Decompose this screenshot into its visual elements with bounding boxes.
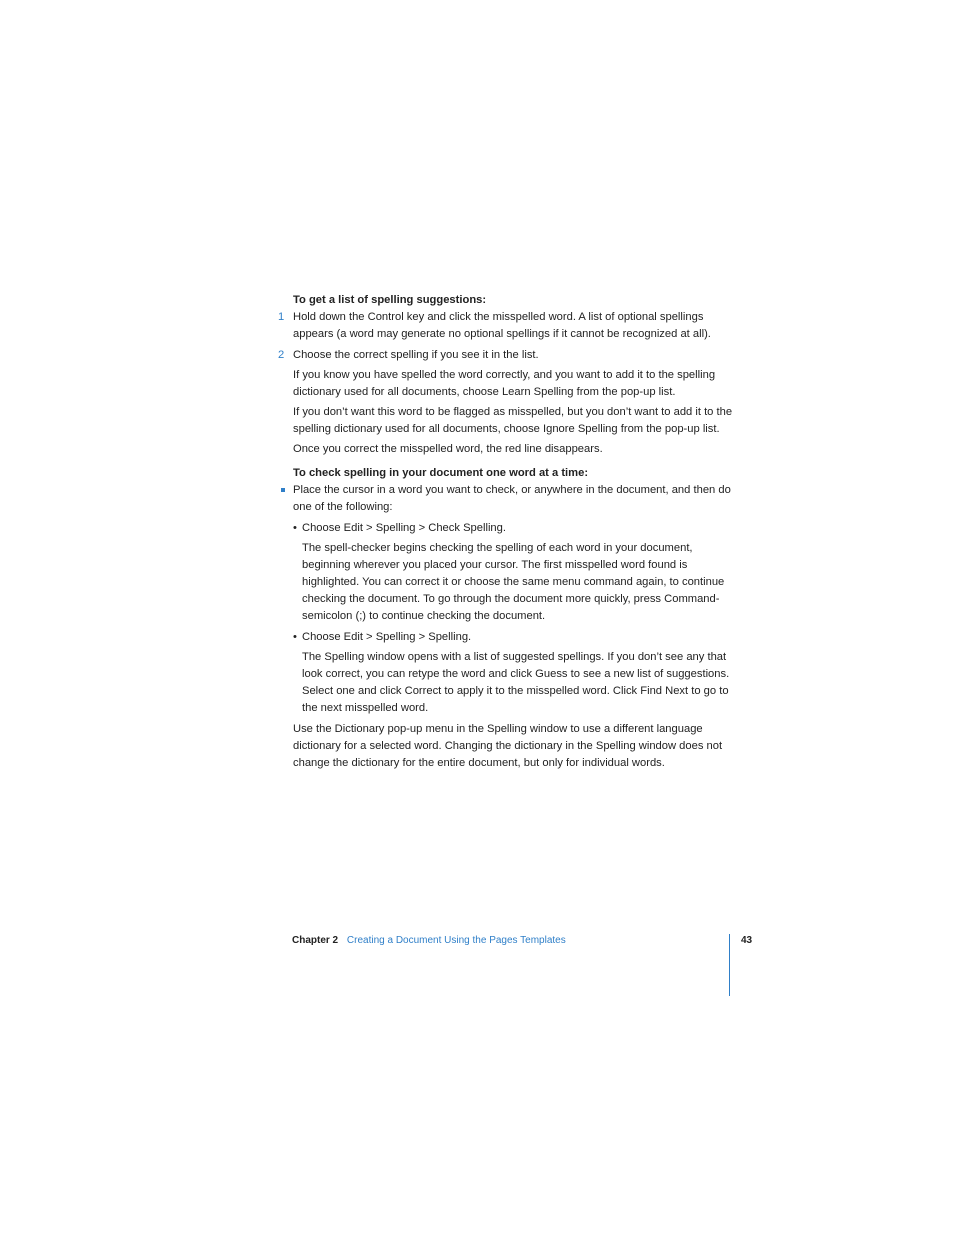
paragraph: If you know you have spelled the word correctly, and you want to add it to the spelling dictionary used for all documents, choose Learn Spelling from the pop-up list.: [293, 369, 716, 398]
page-footer: [292, 934, 566, 947]
paragraph: Once you correct the misspelled word, the red line disappears.: [293, 443, 603, 455]
footer-divider: [729, 934, 730, 996]
bullet-dot-icon: •: [293, 631, 297, 643]
bullet-item: [293, 520, 732, 537]
paragraph: If you don’t want this word to be flagged as misspelled, but you don’t want to add it to the spelling dictionary used for all documents, choose Ignore Spelling from the pop-up list.: [293, 406, 733, 435]
chapter-title: Creating a Document Using the Pages Templates: [346, 935, 566, 946]
step-2: [278, 347, 733, 364]
page-content: [0, 292, 954, 772]
page-number: 43: [741, 935, 753, 946]
closing-paragraph: Use the Dictionary pop-up menu in the Spelling window to use a different language dictionary for a selected word. Changing the dictionary in the Spelling window does not change the dictionary for the entire document, but only for individual words.: [293, 723, 723, 769]
step-text: Choose the correct spelling if you see it in the list.: [293, 349, 539, 361]
chapter-label: Chapter 2: [292, 935, 339, 946]
bullet-detail: The spell-checker begins checking the spelling of each word in your document, beginning wherever you placed your cursor. The first misspelled word found is highlighted. You can correct it or choose the same menu command again, to continue checking the document. To go through the document more quickly, press Command-semicolon (;) to continue checking the document.: [302, 542, 725, 622]
step-text: Hold down the Control key and click the misspelled word. A list of optional spellings appears (a word may generate no optional spellings if it cannot be recognized at all).: [293, 311, 711, 340]
section-heading-check-spelling: To check spelling in your document one word at a time:: [293, 467, 589, 479]
bullet-item: [293, 629, 732, 646]
intro-text: Place the cursor in a word you want to check, or anywhere in the document, and then do one of the following:: [293, 484, 731, 513]
bullet-dot-icon: •: [293, 522, 297, 534]
step-number: 1: [278, 311, 285, 323]
step-number: 2: [278, 349, 285, 361]
intro-item: [293, 482, 733, 516]
section-heading-suggestions: To get a list of spelling suggestions:: [293, 294, 487, 306]
bullet-text: Choose Edit > Spelling > Check Spelling.: [302, 522, 506, 534]
bullet-text: Choose Edit > Spelling > Spelling.: [302, 631, 472, 643]
step-1: [278, 309, 733, 343]
bullet-detail: The Spelling window opens with a list of suggested spellings. If you don’t see any that look correct, you can retype the word and click Guess to see a new list of suggestions. Select one and click Correct to apply it to the misspelled word. Click Find Next to go to the next misspelled word.: [302, 651, 730, 714]
square-bullet-icon: [281, 488, 285, 492]
